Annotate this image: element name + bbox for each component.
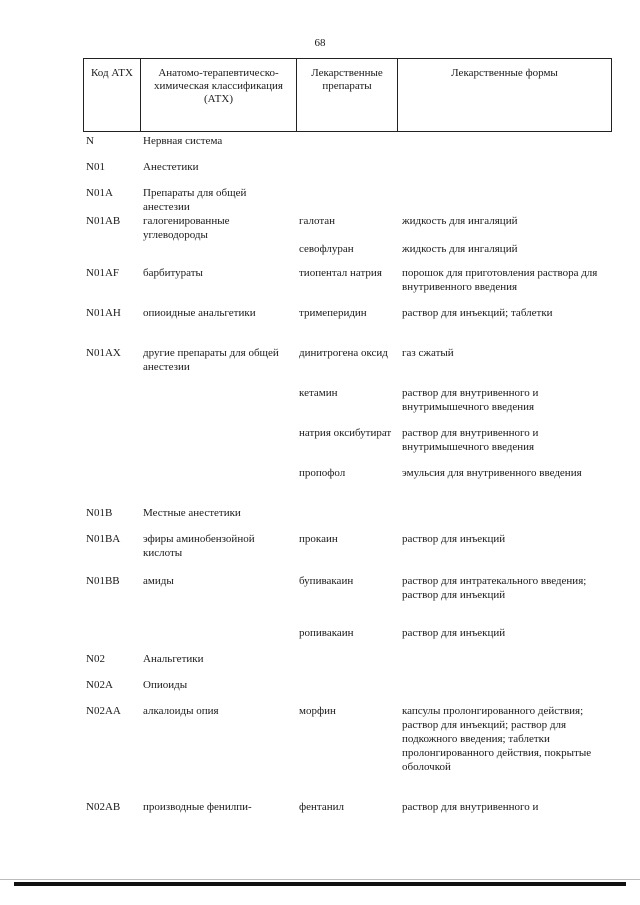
table-row	[84, 532, 612, 574]
header-code: Код АТХ	[84, 59, 141, 132]
drug-name	[297, 134, 400, 160]
dosage-form: раствор для интратекального введения; раствор для инъекций	[402, 575, 587, 601]
atc-code	[84, 426, 141, 466]
atc-code: N01AF	[86, 267, 120, 279]
drug-name: пропофол	[299, 467, 346, 479]
page-number: 68	[314, 37, 326, 49]
table-row	[84, 214, 612, 242]
scan-edge-line	[0, 879, 640, 880]
header-drugs: Лекарственные препараты	[297, 59, 398, 132]
atc-code: N01AH	[86, 307, 121, 319]
atc-code: N02AA	[86, 705, 121, 717]
atc-code	[84, 242, 141, 266]
atc-code: N01BA	[86, 533, 121, 545]
drug-name: морфин	[299, 705, 336, 717]
atc-group: другие препараты для общей анестезии	[143, 347, 279, 373]
atc-code	[84, 466, 141, 506]
drug-name	[297, 160, 400, 186]
atc-group	[141, 386, 297, 426]
table-row	[84, 134, 612, 160]
bottom-border	[14, 882, 626, 886]
dosage-form	[400, 678, 612, 704]
atc-group: эфиры аминобензойной кислоты	[143, 533, 255, 559]
drug-name	[297, 186, 400, 214]
atc-code: N02AB	[86, 801, 121, 813]
atc-group: Анальгетики	[143, 653, 204, 665]
drug-name: севофлуран	[299, 243, 354, 255]
drug-name: динитрогена оксид	[299, 347, 388, 359]
dosage-form: раствор для внутривенного и	[402, 801, 539, 813]
drug-name: галотан	[299, 215, 336, 227]
atc-code	[84, 386, 141, 426]
dosage-form: раствор для инъекций	[402, 533, 506, 545]
table-row	[84, 160, 612, 186]
dosage-form: раствор для инъекций; таблетки	[402, 307, 553, 319]
dosage-form	[400, 186, 612, 214]
dosage-form	[400, 160, 612, 186]
drug-name	[297, 652, 400, 678]
atc-group: алкалоиды опия	[143, 705, 219, 717]
table-row	[84, 466, 612, 506]
table-row	[84, 652, 612, 678]
drug-name: кетамин	[299, 387, 338, 399]
table-row	[84, 242, 612, 266]
table-row	[84, 186, 612, 214]
atc-code: N01B	[86, 507, 113, 519]
table-row	[84, 506, 612, 532]
table-row	[84, 266, 612, 306]
table-row	[84, 574, 612, 626]
table-row	[84, 704, 612, 800]
drug-name	[297, 678, 400, 704]
atc-group: Препараты для общей анестезии	[143, 187, 247, 213]
header-classification: Анатомо-терапевтическо-химическая классификация (АТХ)	[141, 59, 297, 132]
atc-code: N02	[86, 653, 105, 665]
table-row	[84, 386, 612, 426]
table-row	[84, 678, 612, 704]
dosage-form: жидкость для ингаляций	[402, 243, 518, 255]
atc-group: барбитураты	[143, 267, 203, 279]
header-forms: Лекарственные формы	[398, 59, 612, 132]
atc-group	[141, 242, 297, 266]
drug-name: тримеперидин	[299, 307, 367, 319]
atc-group: амиды	[143, 575, 174, 587]
atc-group	[141, 626, 297, 652]
dosage-form: капсулы пролонгированного действия; раствор для инъекций; раствор для подкожного введения; таблетки пролонгированного действия, покрытые оболочкой	[402, 705, 592, 773]
drug-table	[84, 134, 612, 824]
atc-code: N02A	[86, 679, 113, 691]
atc-group: Нервная система	[143, 135, 223, 147]
table-row	[84, 306, 612, 346]
drug-name: бупивакаин	[299, 575, 354, 587]
atc-group: Анестетики	[143, 161, 199, 173]
atc-group: опиоидные анальгетики	[143, 307, 256, 319]
atc-group	[141, 426, 297, 466]
atc-group: Опиоиды	[143, 679, 188, 691]
drug-name: прокаин	[299, 533, 338, 545]
dosage-form: раствор для внутривенного и внутримышечного введения	[402, 427, 539, 453]
atc-group: производные фенилпи-	[143, 801, 252, 813]
dosage-form: жидкость для ингаляций	[402, 215, 518, 227]
dosage-form: раствор для внутривенного и внутримышечного введения	[402, 387, 539, 413]
dosage-form	[400, 652, 612, 678]
dosage-form: раствор для инъекций	[402, 627, 506, 639]
atc-code: N01AX	[86, 347, 121, 359]
dosage-form: газ сжатый	[402, 347, 454, 359]
atc-code: N01AB	[86, 215, 121, 227]
drug-name: ропивакаин	[299, 627, 354, 639]
atc-code: N	[86, 135, 94, 147]
atc-code: N01	[86, 161, 105, 173]
drug-name: тиопентал натрия	[299, 267, 382, 279]
dosage-form: эмульсия для внутривенного введения	[402, 467, 582, 479]
atc-group: галогенированные углеводороды	[143, 215, 230, 241]
table-header	[83, 58, 612, 132]
table-row	[84, 346, 612, 386]
drug-name: фентанил	[299, 801, 344, 813]
atc-code: N01BB	[86, 575, 120, 587]
atc-code: N01A	[86, 187, 113, 199]
atc-group	[141, 466, 297, 506]
atc-group: Местные анестетики	[143, 507, 241, 519]
drug-name	[297, 506, 400, 532]
drug-name: натрия оксибутират	[299, 427, 392, 439]
table-row	[84, 426, 612, 466]
table-row	[84, 626, 612, 652]
dosage-form	[400, 134, 612, 160]
table-row	[84, 800, 612, 824]
dosage-form: порошок для приготовления раствора для внутривенного введения	[402, 267, 598, 293]
atc-code	[84, 626, 141, 652]
dosage-form	[400, 506, 612, 532]
